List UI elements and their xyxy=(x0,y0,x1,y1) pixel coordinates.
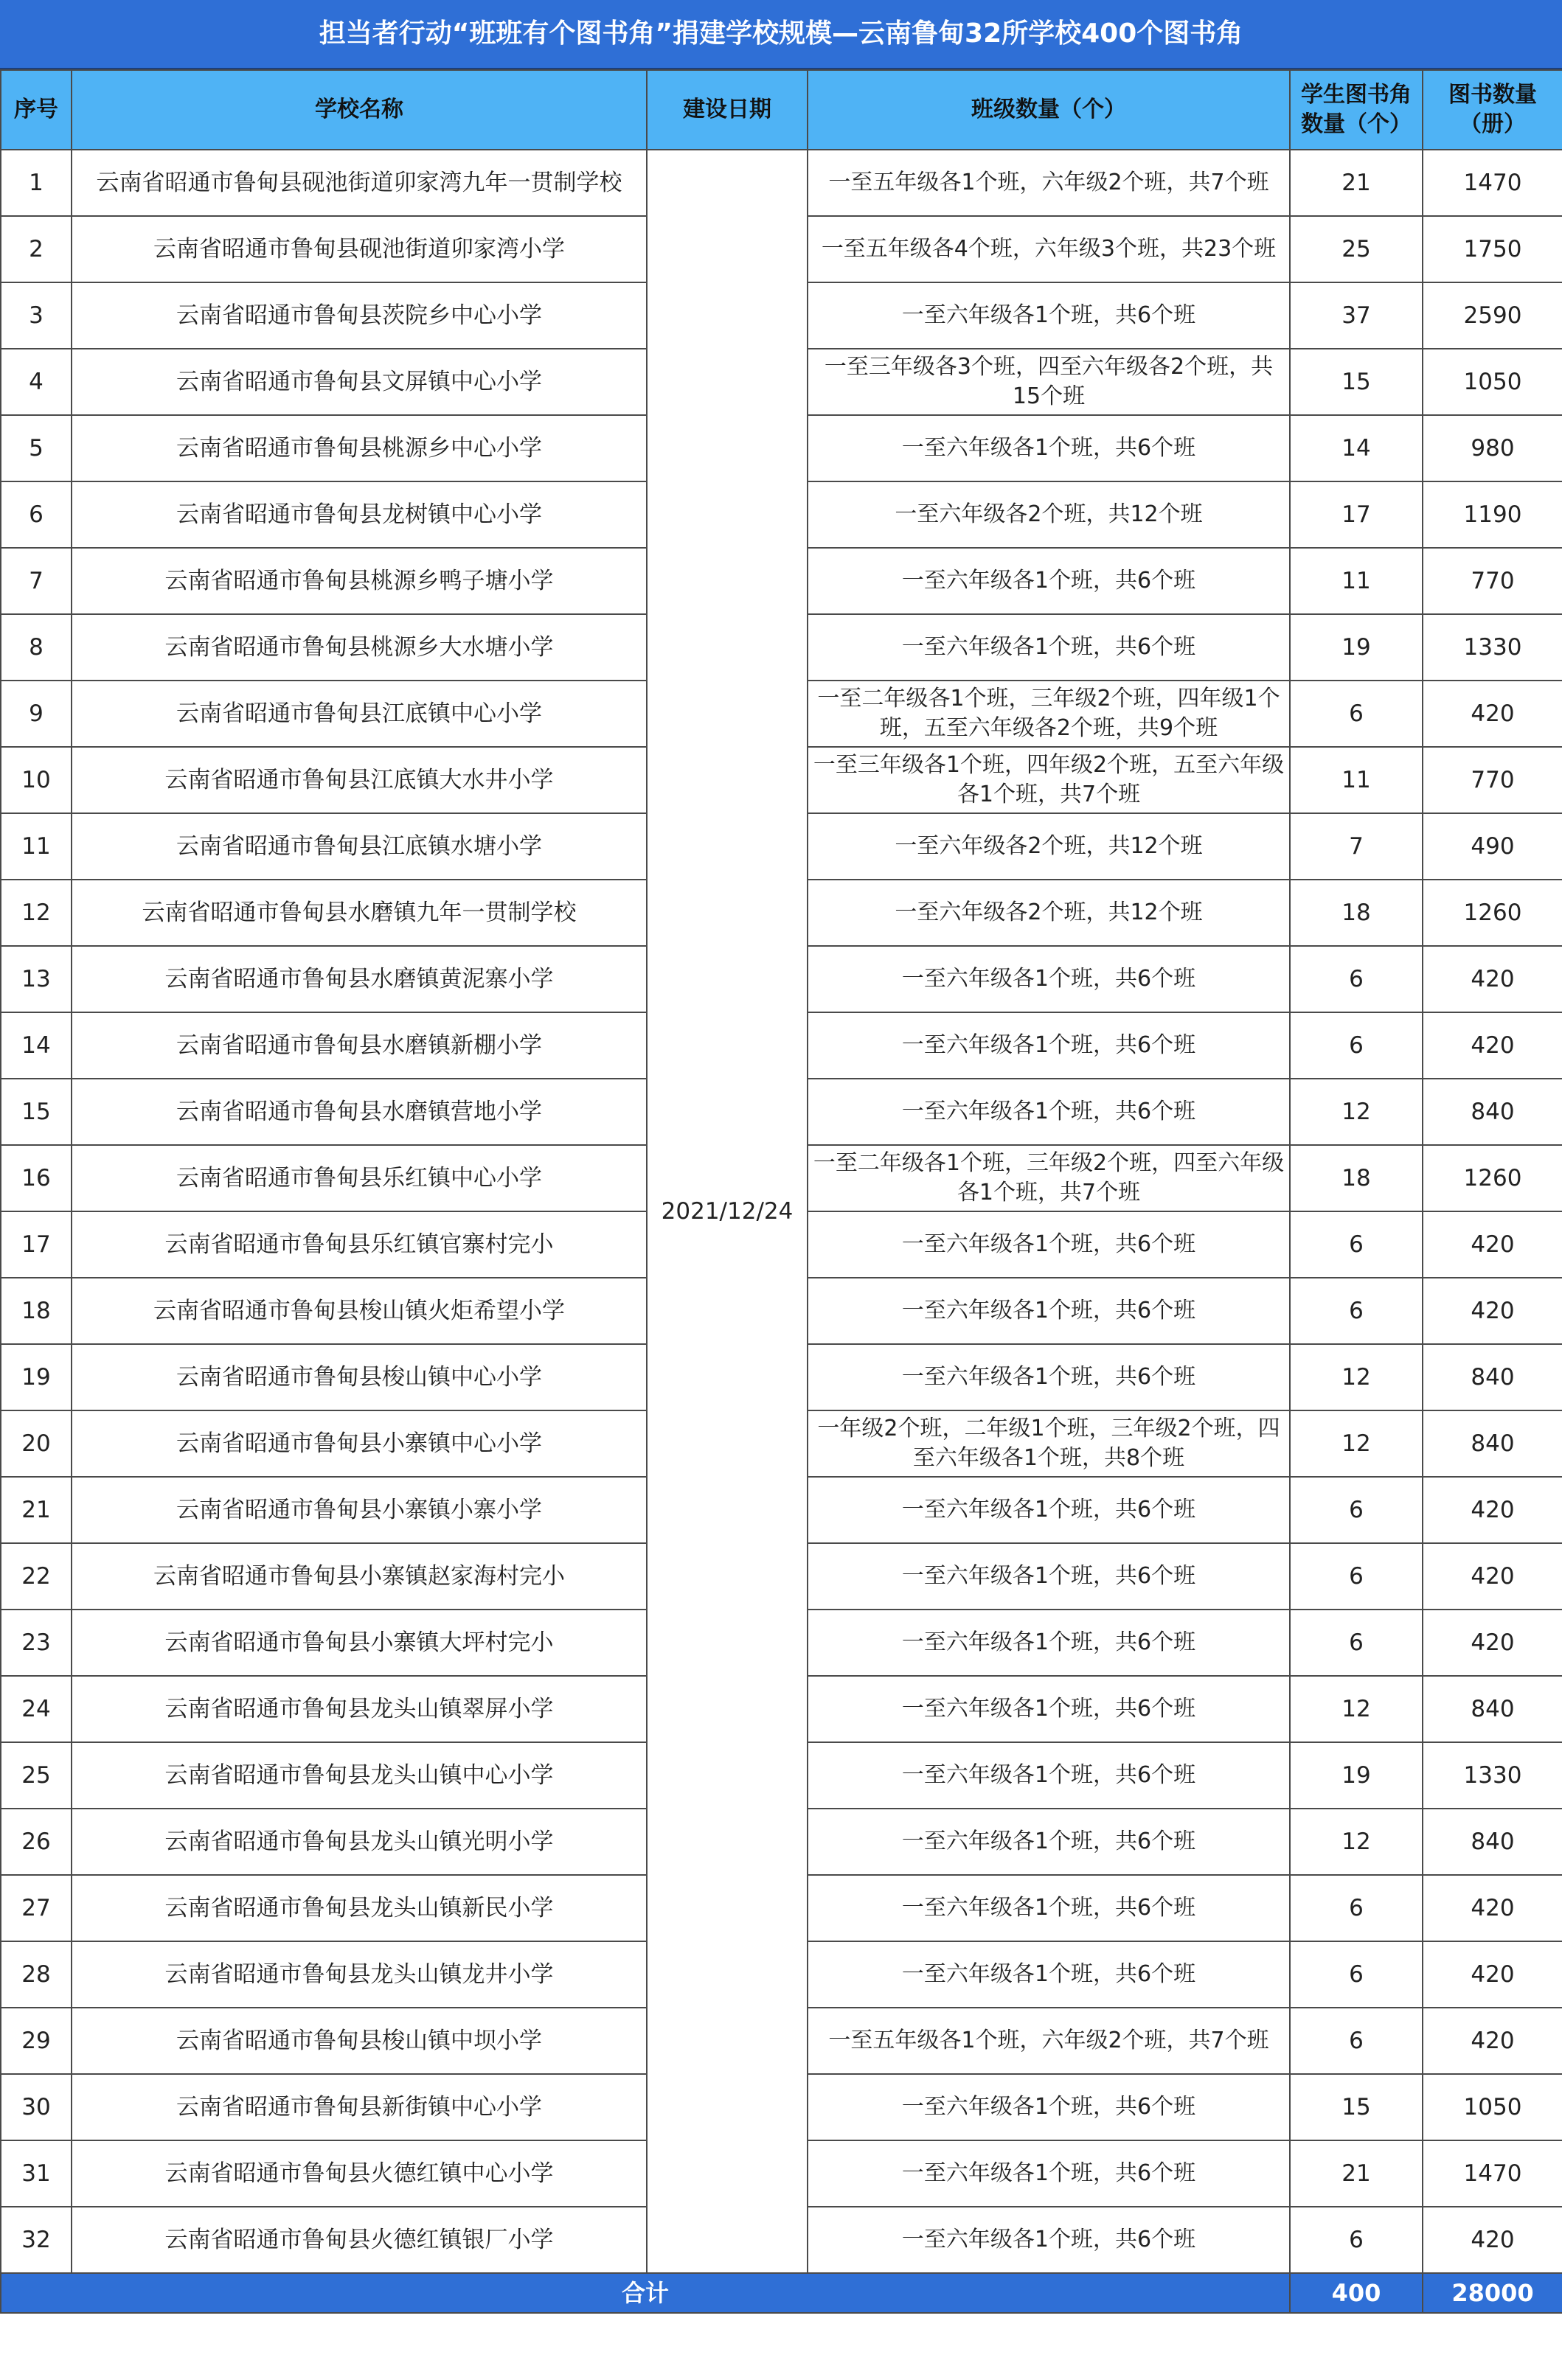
cell-classes[interactable]: 一至六年级各1个班，共6个班 xyxy=(808,548,1290,614)
cell-no[interactable]: 23 xyxy=(1,1610,72,1676)
cell-classes[interactable]: 一至六年级各1个班，共6个班 xyxy=(808,2207,1290,2273)
cell-books[interactable]: 1470 xyxy=(1423,2140,1562,2207)
cell-classes[interactable]: 一至六年级各1个班，共6个班 xyxy=(808,1875,1290,1941)
cell-books[interactable]: 840 xyxy=(1423,1809,1562,1875)
cell-classes[interactable]: 一至六年级各2个班，共12个班 xyxy=(808,481,1290,548)
cell-books[interactable]: 770 xyxy=(1423,548,1562,614)
table-body xyxy=(1,150,1562,2273)
cell-books[interactable]: 840 xyxy=(1423,1410,1562,1477)
cell-books[interactable]: 2590 xyxy=(1423,282,1562,349)
cell-no[interactable]: 5 xyxy=(1,415,72,481)
cell-no[interactable]: 4 xyxy=(1,349,72,415)
cell-school[interactable]: 云南省昭通市鲁甸县桃源乡鸭子塘小学 xyxy=(72,548,647,614)
header-corners[interactable]: 学生图书角数量（个） xyxy=(1290,70,1423,150)
cell-school[interactable]: 云南省昭通市鲁甸县江底镇中心小学 xyxy=(72,681,647,747)
cell-classes[interactable]: 一至六年级各1个班，共6个班 xyxy=(808,1543,1290,1610)
header-no[interactable]: 序号 xyxy=(1,70,72,150)
table-row xyxy=(1,150,1562,216)
cell-books[interactable]: 1050 xyxy=(1423,349,1562,415)
cell-corners[interactable]: 19 xyxy=(1290,614,1423,681)
cell-classes[interactable]: 一至六年级各1个班，共6个班 xyxy=(808,1079,1290,1145)
cell-books[interactable]: 420 xyxy=(1423,2008,1562,2074)
cell-school[interactable]: 云南省昭通市鲁甸县火德红镇中心小学 xyxy=(72,2140,647,2207)
cell-classes[interactable]: 一至六年级各1个班，共6个班 xyxy=(808,1012,1290,1079)
cell-books[interactable]: 840 xyxy=(1423,1079,1562,1145)
cell-books[interactable]: 420 xyxy=(1423,1941,1562,2008)
cell-classes[interactable]: 一至五年级各1个班，六年级2个班，共7个班 xyxy=(808,2008,1290,2074)
cell-books[interactable]: 1750 xyxy=(1423,216,1562,282)
cell-classes[interactable]: 一至六年级各2个班，共12个班 xyxy=(808,813,1290,880)
cell-no[interactable]: 3 xyxy=(1,282,72,349)
cell-no[interactable]: 29 xyxy=(1,2008,72,2074)
cell-no[interactable]: 14 xyxy=(1,1012,72,1079)
cell-books[interactable]: 840 xyxy=(1423,1344,1562,1410)
cell-school[interactable]: 云南省昭通市鲁甸县文屏镇中心小学 xyxy=(72,349,647,415)
cell-no[interactable]: 8 xyxy=(1,614,72,681)
header-books[interactable]: 图书数量（册） xyxy=(1423,70,1562,150)
cell-books[interactable]: 420 xyxy=(1423,1012,1562,1079)
cell-corners[interactable]: 12 xyxy=(1290,1410,1423,1477)
cell-school[interactable]: 云南省昭通市鲁甸县龙头山镇中心小学 xyxy=(72,1742,647,1809)
cell-no[interactable]: 13 xyxy=(1,946,72,1012)
cell-books[interactable]: 1260 xyxy=(1423,1145,1562,1211)
cell-corners[interactable]: 15 xyxy=(1290,2074,1423,2140)
cell-corners[interactable]: 12 xyxy=(1290,1809,1423,1875)
cell-no[interactable]: 2 xyxy=(1,216,72,282)
cell-classes[interactable]: 一至六年级各1个班，共6个班 xyxy=(808,1676,1290,1742)
cell-no[interactable]: 9 xyxy=(1,681,72,747)
cell-books[interactable]: 420 xyxy=(1423,1477,1562,1543)
cell-books[interactable]: 420 xyxy=(1423,1875,1562,1941)
cell-classes[interactable]: 一至二年级各1个班，三年级2个班，四至六年级各1个班，共7个班 xyxy=(808,1145,1290,1211)
cell-corners[interactable]: 6 xyxy=(1290,1941,1423,2008)
cell-books[interactable]: 490 xyxy=(1423,813,1562,880)
cell-corners[interactable]: 7 xyxy=(1290,813,1423,880)
cell-no[interactable]: 25 xyxy=(1,1742,72,1809)
cell-classes[interactable]: 一至六年级各2个班，共12个班 xyxy=(808,880,1290,946)
cell-build-date[interactable]: 2021/12/24 xyxy=(647,150,808,2273)
cell-classes[interactable]: 一至六年级各1个班，共6个班 xyxy=(808,1211,1290,1278)
cell-school[interactable]: 云南省昭通市鲁甸县乐红镇中心小学 xyxy=(72,1145,647,1211)
cell-corners[interactable]: 6 xyxy=(1290,1543,1423,1610)
cell-classes[interactable]: 一至六年级各1个班，共6个班 xyxy=(808,1278,1290,1344)
header-school[interactable]: 学校名称 xyxy=(72,70,647,150)
cell-no[interactable]: 30 xyxy=(1,2074,72,2140)
cell-corners[interactable]: 6 xyxy=(1290,1012,1423,1079)
cell-corners[interactable]: 14 xyxy=(1290,415,1423,481)
header-row xyxy=(1,70,1562,150)
cell-corners[interactable]: 18 xyxy=(1290,1145,1423,1211)
cell-classes[interactable]: 一至六年级各1个班，共6个班 xyxy=(808,1344,1290,1410)
cell-no[interactable]: 15 xyxy=(1,1079,72,1145)
cell-books[interactable]: 420 xyxy=(1423,946,1562,1012)
cell-school[interactable]: 云南省昭通市鲁甸县茨院乡中心小学 xyxy=(72,282,647,349)
cell-corners[interactable]: 6 xyxy=(1290,1211,1423,1278)
cell-corners[interactable]: 21 xyxy=(1290,150,1423,216)
cell-corners[interactable]: 21 xyxy=(1290,2140,1423,2207)
cell-classes[interactable]: 一至六年级各1个班，共6个班 xyxy=(808,1809,1290,1875)
cell-school[interactable]: 云南省昭通市鲁甸县龙头山镇翠屏小学 xyxy=(72,1676,647,1742)
cell-school[interactable]: 云南省昭通市鲁甸县砚池街道卯家湾小学 xyxy=(72,216,647,282)
cell-corners[interactable]: 6 xyxy=(1290,1278,1423,1344)
cell-books[interactable]: 420 xyxy=(1423,1211,1562,1278)
cell-corners[interactable]: 15 xyxy=(1290,349,1423,415)
cell-school[interactable]: 云南省昭通市鲁甸县火德红镇银厂小学 xyxy=(72,2207,647,2273)
cell-school[interactable]: 云南省昭通市鲁甸县小寨镇大坪村完小 xyxy=(72,1610,647,1676)
cell-school[interactable]: 云南省昭通市鲁甸县乐红镇官寨村完小 xyxy=(72,1211,647,1278)
cell-corners[interactable]: 6 xyxy=(1290,2008,1423,2074)
cell-no[interactable]: 6 xyxy=(1,481,72,548)
cell-classes[interactable]: 一至六年级各1个班，共6个班 xyxy=(808,614,1290,681)
cell-no[interactable]: 22 xyxy=(1,1543,72,1610)
cell-corners[interactable]: 6 xyxy=(1290,1610,1423,1676)
cell-no[interactable]: 20 xyxy=(1,1410,72,1477)
cell-no[interactable]: 24 xyxy=(1,1676,72,1742)
cell-corners[interactable]: 25 xyxy=(1290,216,1423,282)
cell-books[interactable]: 1470 xyxy=(1423,150,1562,216)
cell-corners[interactable]: 37 xyxy=(1290,282,1423,349)
cell-corners[interactable]: 18 xyxy=(1290,880,1423,946)
cell-classes[interactable]: 一至六年级各1个班，共6个班 xyxy=(808,415,1290,481)
cell-books[interactable]: 420 xyxy=(1423,1543,1562,1610)
cell-corners[interactable]: 19 xyxy=(1290,1742,1423,1809)
cell-no[interactable]: 17 xyxy=(1,1211,72,1278)
cell-classes[interactable]: 一至六年级各1个班，共6个班 xyxy=(808,1742,1290,1809)
cell-corners[interactable]: 11 xyxy=(1290,548,1423,614)
cell-school[interactable]: 云南省昭通市鲁甸县梭山镇火炬希望小学 xyxy=(72,1278,647,1344)
cell-no[interactable]: 27 xyxy=(1,1875,72,1941)
cell-school[interactable]: 云南省昭通市鲁甸县小寨镇小寨小学 xyxy=(72,1477,647,1543)
total-corners[interactable]: 400 xyxy=(1290,2273,1423,2313)
cell-school[interactable]: 云南省昭通市鲁甸县水磨镇新棚小学 xyxy=(72,1012,647,1079)
cell-corners[interactable]: 11 xyxy=(1290,747,1423,813)
cell-school[interactable]: 云南省昭通市鲁甸县梭山镇中心小学 xyxy=(72,1344,647,1410)
cell-no[interactable]: 1 xyxy=(1,150,72,216)
cell-no[interactable]: 10 xyxy=(1,747,72,813)
cell-school[interactable]: 云南省昭通市鲁甸县龙树镇中心小学 xyxy=(72,481,647,548)
cell-school[interactable]: 云南省昭通市鲁甸县江底镇大水井小学 xyxy=(72,747,647,813)
cell-books[interactable]: 1260 xyxy=(1423,880,1562,946)
cell-no[interactable]: 28 xyxy=(1,1941,72,2008)
school-table xyxy=(0,69,1562,2314)
cell-corners[interactable]: 6 xyxy=(1290,1875,1423,1941)
cell-corners[interactable]: 17 xyxy=(1290,481,1423,548)
cell-books[interactable]: 420 xyxy=(1423,1278,1562,1344)
cell-books[interactable]: 420 xyxy=(1423,2207,1562,2273)
cell-school[interactable]: 云南省昭通市鲁甸县梭山镇中坝小学 xyxy=(72,2008,647,2074)
cell-school[interactable]: 云南省昭通市鲁甸县小寨镇中心小学 xyxy=(72,1410,647,1477)
cell-no[interactable]: 11 xyxy=(1,813,72,880)
total-books[interactable]: 28000 xyxy=(1423,2273,1562,2313)
total-row xyxy=(1,2273,1562,2313)
cell-school[interactable]: 云南省昭通市鲁甸县龙头山镇龙井小学 xyxy=(72,1941,647,2008)
cell-classes[interactable]: 一至六年级各1个班，共6个班 xyxy=(808,2074,1290,2140)
cell-no[interactable]: 7 xyxy=(1,548,72,614)
cell-books[interactable]: 1330 xyxy=(1423,614,1562,681)
cell-books[interactable]: 420 xyxy=(1423,681,1562,747)
cell-classes[interactable]: 一至三年级各1个班，四年级2个班，五至六年级各1个班，共7个班 xyxy=(808,747,1290,813)
cell-classes[interactable]: 一至三年级各3个班，四至六年级各2个班，共15个班 xyxy=(808,349,1290,415)
cell-school[interactable]: 云南省昭通市鲁甸县水磨镇黄泥寨小学 xyxy=(72,946,647,1012)
cell-corners[interactable]: 12 xyxy=(1290,1079,1423,1145)
total-label[interactable]: 合计 xyxy=(1,2273,1290,2313)
cell-no[interactable]: 26 xyxy=(1,1809,72,1875)
cell-corners[interactable]: 6 xyxy=(1290,681,1423,747)
cell-corners[interactable]: 6 xyxy=(1290,946,1423,1012)
cell-classes[interactable]: 一至六年级各1个班，共6个班 xyxy=(808,2140,1290,2207)
cell-school[interactable]: 云南省昭通市鲁甸县桃源乡中心小学 xyxy=(72,415,647,481)
cell-corners[interactable]: 6 xyxy=(1290,2207,1423,2273)
cell-books[interactable]: 420 xyxy=(1423,1610,1562,1676)
cell-classes[interactable]: 一至六年级各1个班，共6个班 xyxy=(808,946,1290,1012)
cell-no[interactable]: 31 xyxy=(1,2140,72,2207)
cell-classes[interactable]: 一至二年级各1个班，三年级2个班，四年级1个班，五至六年级各2个班，共9个班 xyxy=(808,681,1290,747)
cell-no[interactable]: 18 xyxy=(1,1278,72,1344)
cell-school[interactable]: 云南省昭通市鲁甸县江底镇水塘小学 xyxy=(72,813,647,880)
cell-corners[interactable]: 12 xyxy=(1290,1344,1423,1410)
cell-no[interactable]: 12 xyxy=(1,880,72,946)
cell-classes[interactable]: 一至六年级各1个班，共6个班 xyxy=(808,1610,1290,1676)
header-date[interactable]: 建设日期 xyxy=(647,70,808,150)
cell-school[interactable]: 云南省昭通市鲁甸县水磨镇营地小学 xyxy=(72,1079,647,1145)
cell-corners[interactable]: 12 xyxy=(1290,1676,1423,1742)
cell-no[interactable]: 21 xyxy=(1,1477,72,1543)
cell-school[interactable]: 云南省昭通市鲁甸县龙头山镇光明小学 xyxy=(72,1809,647,1875)
cell-books[interactable]: 1190 xyxy=(1423,481,1562,548)
cell-books[interactable]: 980 xyxy=(1423,415,1562,481)
cell-no[interactable]: 32 xyxy=(1,2207,72,2273)
cell-classes[interactable]: 一至五年级各1个班，六年级2个班，共7个班 xyxy=(808,150,1290,216)
cell-books[interactable]: 770 xyxy=(1423,747,1562,813)
cell-books[interactable]: 1330 xyxy=(1423,1742,1562,1809)
cell-classes[interactable]: 一至六年级各1个班，共6个班 xyxy=(808,282,1290,349)
cell-school[interactable]: 云南省昭通市鲁甸县龙头山镇新民小学 xyxy=(72,1875,647,1941)
header-classes[interactable]: 班级数量（个） xyxy=(808,70,1290,150)
cell-classes[interactable]: 一至六年级各1个班，共6个班 xyxy=(808,1941,1290,2008)
cell-corners[interactable]: 6 xyxy=(1290,1477,1423,1543)
cell-classes[interactable]: 一至五年级各4个班，六年级3个班，共23个班 xyxy=(808,216,1290,282)
cell-classes[interactable]: 一年级2个班，二年级1个班，三年级2个班，四至六年级各1个班，共8个班 xyxy=(808,1410,1290,1477)
cell-books[interactable]: 840 xyxy=(1423,1676,1562,1742)
cell-classes[interactable]: 一至六年级各1个班，共6个班 xyxy=(808,1477,1290,1543)
cell-books[interactable]: 1050 xyxy=(1423,2074,1562,2140)
cell-no[interactable]: 19 xyxy=(1,1344,72,1410)
sheet-title: 担当者行动“班班有个图书角”捐建学校规模—云南鲁甸32所学校400个图书角 xyxy=(0,0,1562,69)
cell-school[interactable]: 云南省昭通市鲁甸县新街镇中心小学 xyxy=(72,2074,647,2140)
cell-school[interactable]: 云南省昭通市鲁甸县砚池街道卯家湾九年一贯制学校 xyxy=(72,150,647,216)
cell-school[interactable]: 云南省昭通市鲁甸县水磨镇九年一贯制学校 xyxy=(72,880,647,946)
cell-school[interactable]: 云南省昭通市鲁甸县桃源乡大水塘小学 xyxy=(72,614,647,681)
cell-school[interactable]: 云南省昭通市鲁甸县小寨镇赵家海村完小 xyxy=(72,1543,647,1610)
cell-no[interactable]: 16 xyxy=(1,1145,72,1211)
